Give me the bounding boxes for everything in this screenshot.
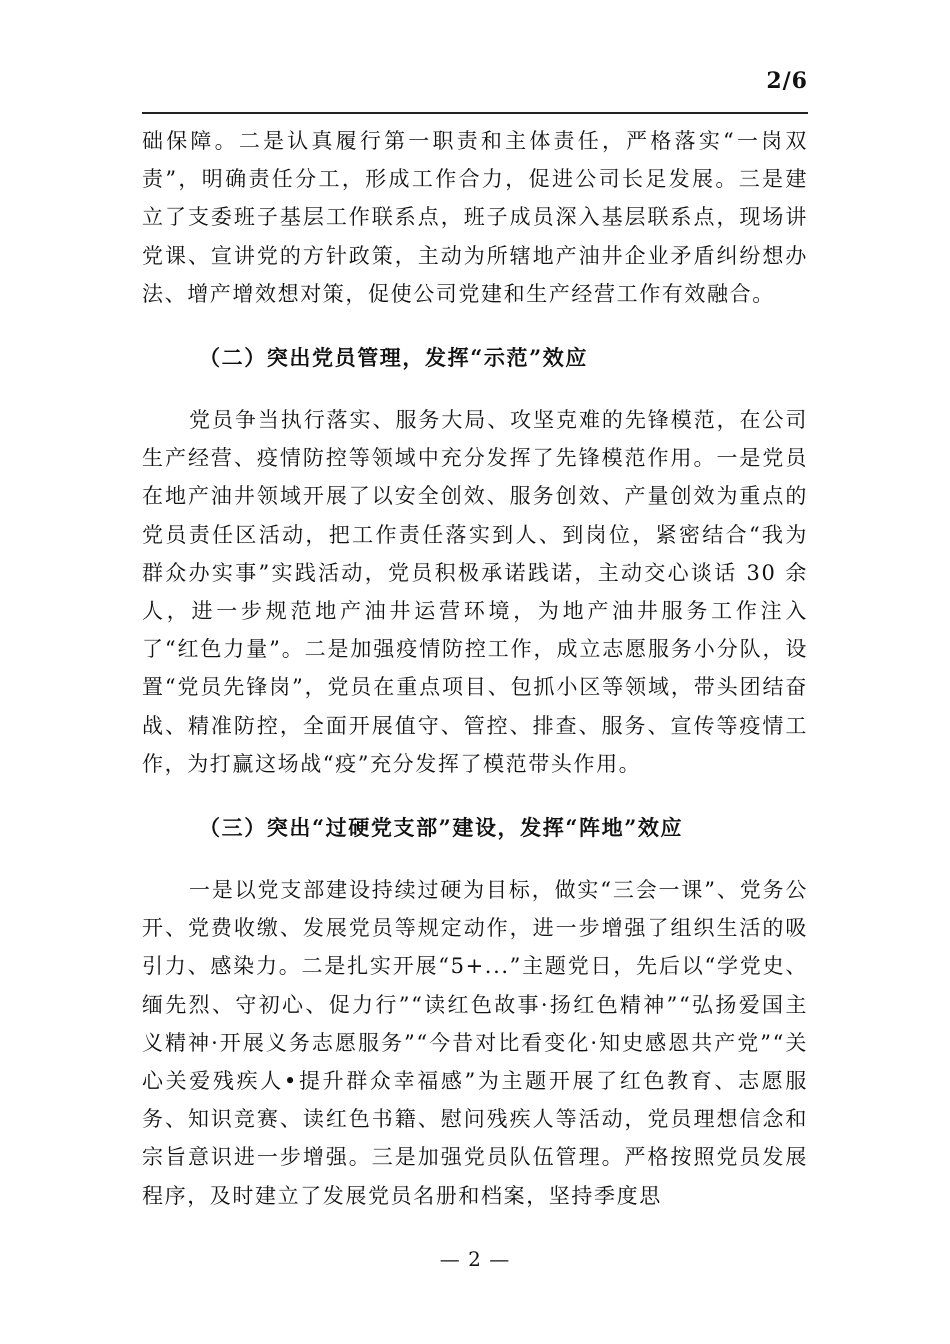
header-divider xyxy=(142,112,808,114)
document-body xyxy=(142,122,808,1215)
body-paragraph: 党员争当执行落实、服务大局、攻坚克难的先锋模范，在公司生产经营、疫情防控等领域中充分发挥了先锋模范作用。一是党员在地产油井领域开展了以安全创效、服务创效、产量创效为重点的党员责任区活动，把工作责任落实到人、到岗位，紧密结合“我为群众办实事”实践活动，党员积极承诺践诺，主动交心谈话 30 余人，进一步规范地产油井运营环境，为地产油井服务工作注入了“红色力量”。二是加强疫情防控工作，成立志愿服务小分队，设置“党员先锋岗”，党员在重点项目、包抓小区等领域，带头团结奋战、精准防控，全面开展值守、管控、排查、服务、宣传等疫情工作，为打赢这场战“疫”充分发挥了模范带头作用。 xyxy=(142,408,808,776)
section-heading: （三）突出“过硬党支部”建设，发挥“阵地”效应 xyxy=(199,815,684,841)
body-paragraph: 础保障。二是认真履行第一职责和主体责任，严格落实“一岗双责”，明确责任分工，形成工作合力，促进公司长足发展。三是建立了支委班子基层工作联系点，班子成员深入基层联系点，现场讲党课、宣讲党的方针政策，主动为所辖地产油井企业矛盾纠纷想办法、增产增效想对策，促使公司党建和生产经营工作有效融合。 xyxy=(142,129,808,306)
page-number: — 2 — xyxy=(439,1247,511,1271)
page-indicator: 2/6 xyxy=(766,68,808,94)
body-paragraph: 一是以党支部建设持续过硬为目标，做实“三会一课”、党务公开、党费收缴、发展党员等规定动作，进一步增强了组织生活的吸引力、感染力。二是扎实开展“5+...”主题党日，先后以“学党史、缅先烈、守初心、促力行”“读红色故事·扬红色精神”“弘扬爱国主义精神·开展义务志愿服务”“今昔对比看变化·知史感恩共产党”“关心关爱残疾人•提升群众幸福感”为主题开展了红色教育、志愿服务、知识竞赛、读红色书籍、慰问残疾人等活动，党员理想信念和宗旨意识进一步增强。三是加强党员队伍管理。严格按照党员发展程序，及时建立了发展党员名册和档案，坚持季度思 xyxy=(142,878,808,1208)
section-heading: （二）突出党员管理，发挥“示范”效应 xyxy=(199,345,588,371)
